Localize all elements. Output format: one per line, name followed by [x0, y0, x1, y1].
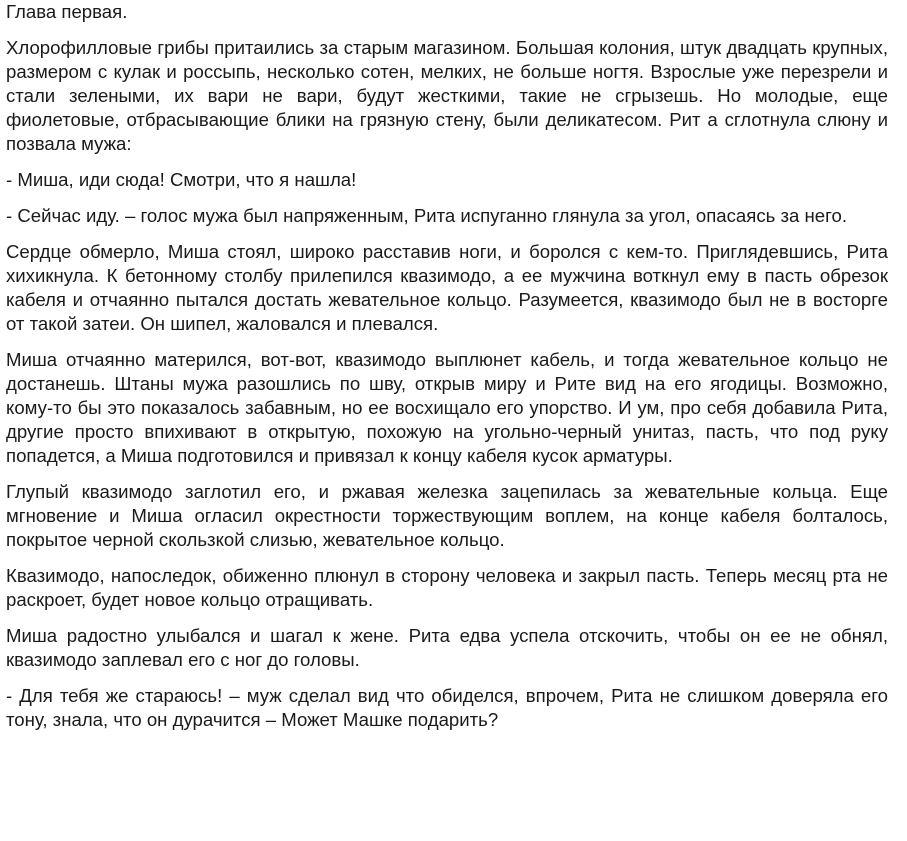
- paragraph: Миша радостно улыбался и шагал к жене. Рита едва успела отскочить, чтобы он ее не обнял, квазимодо заплевал его с ног до головы.: [6, 625, 888, 670]
- paragraph: Хлорофилловые грибы притаились за старым магазином. Большая колония, штук двадцать крупных, размером с кулак и россыпь, несколько сотен, мелких, не больше ногтя. Взрослые уже перезрели и стали зелеными, их вари не вари, будут жесткими, такие не сгрызешь. Но молодые, еще фиолетовые, отбрасывающие блики на грязную стену, были деликатесом. Рит а сглотнула слюну и позвала мужа:: [6, 37, 888, 154]
- paragraph: - Миша, иди сюда! Смотри, что я нашла!: [6, 169, 357, 190]
- paragraph: - Для тебя же стараюсь! – муж сделал вид что обиделся, впрочем, Рита не слишком доверяла его тону, знала, что он дурачится – Может Машке подарить?: [6, 685, 888, 730]
- paragraph: Квазимодо, напоследок, обиженно плюнул в сторону человека и закрыл пасть. Теперь месяц рта не раскроет, будет новое кольцо отращивать.: [6, 565, 888, 610]
- paragraph: Миша отчаянно матерился, вот-вот, квазимодо выплюнет кабель, и тогда жевательное кольцо не достанешь. Штаны мужа разошлись по шву, открыв миру и Рите вид на его ягодицы. Возможно, кому-то бы это показалось забавным, но ее восхищало его упорство. И ум, про себя добавила Рита, другие просто впихивают в открытую, похожую на угольно-черный унитаз, пасть, что под руку попадется, а Миша подготовился и привязал к концу кабеля кусок арматуры.: [6, 349, 888, 466]
- paragraph: Глупый квазимодо заглотил его, и ржавая железка зацепилась за жевательные кольца. Еще мгновение и Миша огласил окрестности торжествующим воплем, на конце кабеля болталось, покрытое черной скользкой слизью, жевательное кольцо.: [6, 481, 888, 550]
- chapter-title: Глава первая.: [6, 1, 128, 22]
- paragraph: - Сейчас иду. – голос мужа был напряженным, Рита испуганно глянула за угол, опасаясь за него.: [6, 205, 847, 226]
- paragraph: Сердце обмерло, Миша стоял, широко расставив ноги, и боролся с кем-то. Приглядевшись, Рита хихикнула. К бетонному столбу прилепился квазимодо, а ее мужчина воткнул ему в пасть обрезок кабеля и отчаянно пытался достать жевательное кольцо. Разумеется, квазимодо был не в восторге от такой затеи. Он шипел, жаловался и плевался.: [6, 241, 888, 334]
- document-body: [6, 0, 888, 744]
